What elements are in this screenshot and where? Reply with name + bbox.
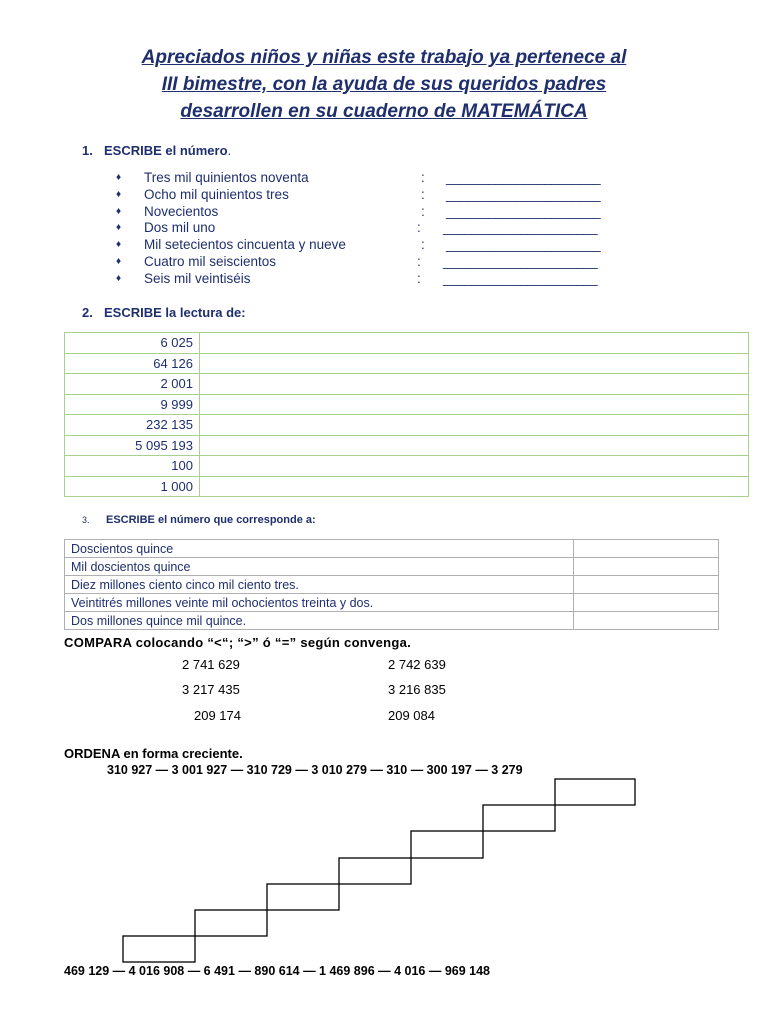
words-cell: Diez millones ciento cinco mil ciento tres. bbox=[65, 576, 574, 594]
item-text: Dos mil uno bbox=[144, 220, 216, 236]
item-text: Novecientos bbox=[144, 203, 219, 219]
compare-right-value: 3 216 835 bbox=[388, 682, 446, 697]
number-cell: 232 135 bbox=[65, 415, 200, 436]
diamond-bullet-icon: ♦ bbox=[116, 222, 122, 234]
section-2-label: ESCRIBE la lectura de: bbox=[104, 305, 246, 320]
item-colon: : bbox=[421, 203, 425, 219]
answer-blank[interactable]: ______________________ bbox=[446, 237, 601, 253]
stair-box-2[interactable] bbox=[195, 910, 267, 936]
words-cell: Doscientos quince bbox=[65, 540, 574, 558]
compare-right-value: 209 084 bbox=[388, 708, 435, 723]
compara-heading: COMPARA colocando “<“; “>” ó “=” según convenga. bbox=[64, 635, 412, 650]
words-cell: Veintitrés millones veinte mil ochocientos treinta y dos. bbox=[65, 594, 574, 612]
item-text: Tres mil quinientos noventa bbox=[144, 170, 309, 185]
item-colon: : bbox=[417, 253, 421, 269]
number-cell: 5 095 193 bbox=[65, 435, 200, 456]
item-colon: : bbox=[417, 220, 421, 236]
words-cell: Dos millones quince mil quince. bbox=[65, 612, 574, 630]
item-colon: : bbox=[421, 186, 425, 202]
stair-box-5[interactable] bbox=[411, 831, 483, 858]
stair-box-3[interactable] bbox=[267, 884, 339, 910]
diamond-bullet-icon: ♦ bbox=[116, 205, 122, 217]
diamond-bullet-icon: ♦ bbox=[116, 172, 122, 183]
answer-blank[interactable]: ______________________ bbox=[443, 253, 598, 269]
section-3-label: ESCRIBE el número que corresponde a: bbox=[106, 514, 316, 526]
title-line-3: desarrollen en su cuaderno de MATEMÁTICA bbox=[180, 101, 588, 122]
compare-left-value: 3 217 435 bbox=[182, 682, 240, 697]
number-cell: 64 126 bbox=[65, 353, 200, 374]
ordena-heading: ORDENA en forma creciente. bbox=[64, 746, 243, 761]
section-2-number: 2. bbox=[82, 305, 93, 320]
compare-left-value: 2 741 629 bbox=[182, 657, 240, 672]
stair-box-4[interactable] bbox=[339, 858, 411, 884]
sequence-top: 310 927 — 3 001 927 — 310 729 — 3 010 279 — 310 — 300 197 — 3 279 bbox=[107, 763, 523, 777]
item-colon: : bbox=[417, 270, 421, 286]
compare-left-value: 209 174 bbox=[194, 708, 241, 723]
section-1-number: 1. bbox=[82, 143, 93, 158]
answer-blank[interactable]: ______________________ bbox=[446, 170, 601, 185]
diamond-bullet-icon: ♦ bbox=[116, 188, 122, 200]
stair-box-6[interactable] bbox=[483, 805, 555, 831]
words-cell: Mil doscientos quince bbox=[65, 558, 574, 576]
sequence-bottom: 469 129 — 4 016 908 — 6 491 — 890 614 — 1 469 896 — 4 016 — 969 148 bbox=[64, 964, 491, 978]
number-cell: 100 bbox=[65, 456, 200, 477]
stair-box-1[interactable] bbox=[123, 936, 195, 962]
item-text: Cuatro mil seiscientos bbox=[144, 253, 277, 269]
title-line-1: Apreciados niños y niñas este trabajo ya pertenece al bbox=[141, 47, 627, 68]
answer-blank[interactable]: ______________________ bbox=[443, 270, 598, 286]
answer-blank[interactable]: ______________________ bbox=[446, 203, 601, 219]
diamond-bullet-icon: ♦ bbox=[116, 255, 122, 267]
item-text: Mil setecientos cincuenta y nueve bbox=[144, 237, 346, 253]
number-cell: 6 025 bbox=[65, 333, 200, 354]
title-line-2: III bimestre, con la ayuda de sus queridos padres bbox=[161, 74, 607, 95]
diamond-bullet-icon: ♦ bbox=[116, 239, 122, 251]
number-cell: 1 000 bbox=[65, 476, 200, 497]
item-colon: : bbox=[421, 237, 425, 253]
section-3-number: 3. bbox=[82, 515, 90, 525]
compare-right-value: 2 742 639 bbox=[388, 657, 446, 672]
section-1-label: ESCRIBE el número bbox=[104, 143, 228, 158]
item-text: Ocho mil quinientos tres bbox=[144, 186, 289, 202]
section-1-period: . bbox=[227, 143, 232, 158]
diamond-bullet-icon: ♦ bbox=[116, 272, 122, 284]
number-cell: 2 001 bbox=[65, 374, 200, 395]
answer-blank[interactable]: ______________________ bbox=[443, 220, 598, 236]
answer-blank[interactable]: ______________________ bbox=[446, 186, 601, 202]
number-cell: 9 999 bbox=[65, 394, 200, 415]
stair-box-7[interactable] bbox=[555, 779, 635, 805]
item-text: Seis mil veintiséis bbox=[144, 270, 251, 286]
item-colon: : bbox=[421, 170, 425, 185]
